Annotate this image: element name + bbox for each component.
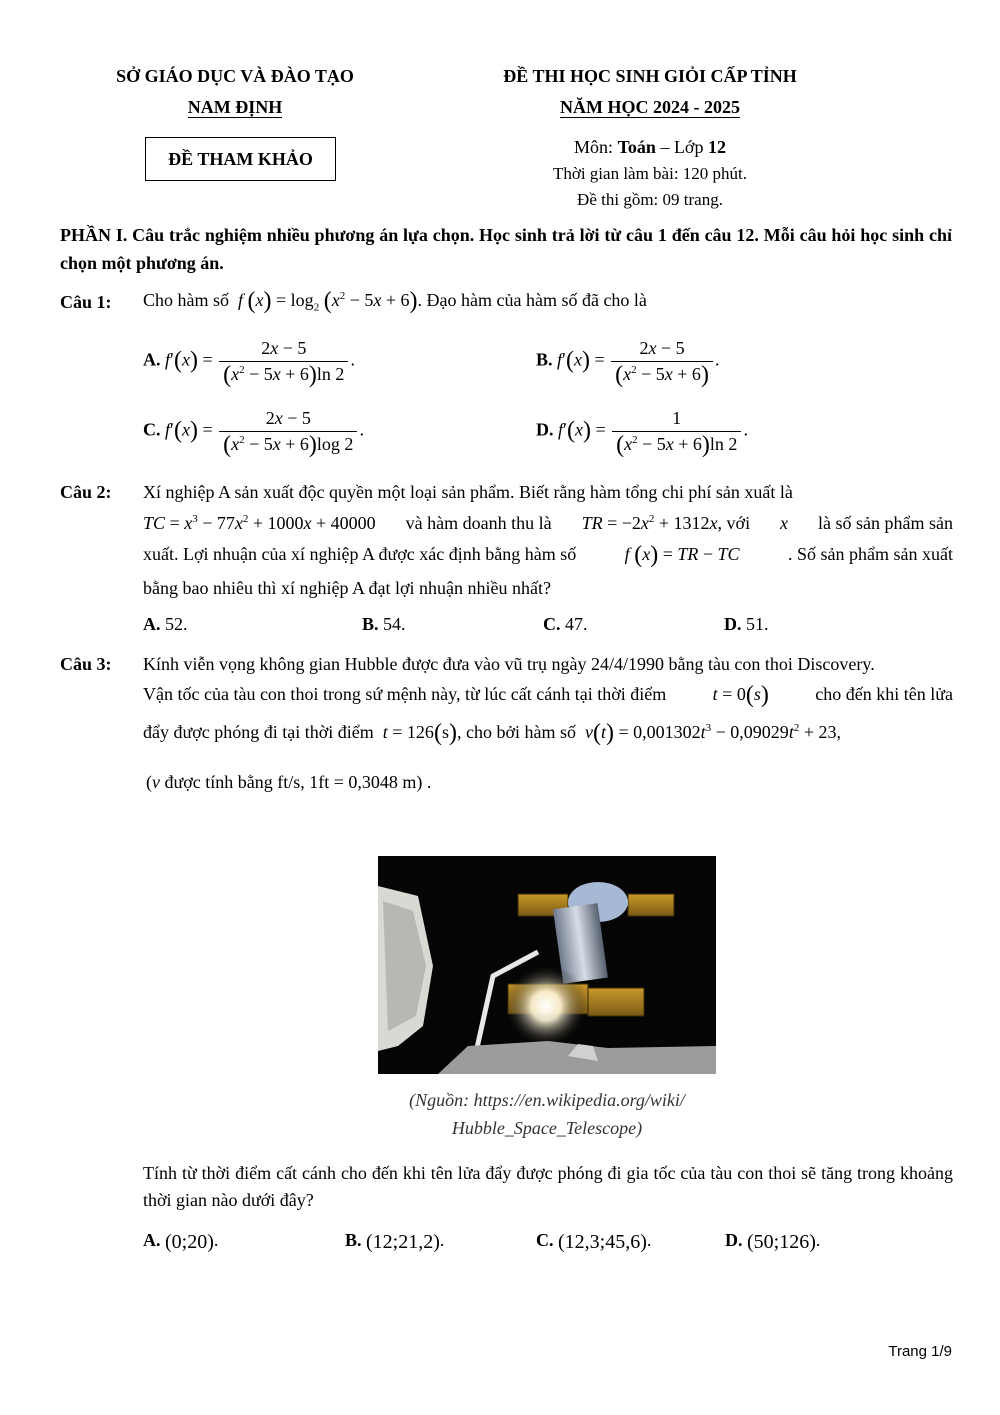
q3-option-c[interactable]: C. (12,3;45,6). bbox=[536, 1230, 652, 1253]
q3-line3: đẩy được phóng đi tại thời điểm t = 126(s), cho bởi hàm số $v(t) = 0,001302t^3 - 0,09029t^2 + 23$, bbox=[143, 720, 841, 746]
exam-pages: Đề thi gồm: 09 trang. bbox=[577, 190, 723, 209]
q2-option-a[interactable]: A. 52. bbox=[143, 614, 188, 634]
q3-velocity-function: $v(t) = 0,001302t^3 - 0,09029t^2 + 23$, bbox=[584, 720, 841, 746]
school-year: NĂM HỌC 2024 - 2025 bbox=[560, 97, 740, 117]
q2-line3: xuất. Lợi nhuận của xí nghiệp A được xác định bằng hàm số f (x) = TR − TC . Số sản phẩm sản xuất bbox=[143, 542, 953, 568]
exam-time: Thời gian làm bài: 120 phút. bbox=[552, 164, 748, 183]
q2-option-c[interactable]: C. 47. bbox=[543, 614, 588, 634]
department-name: SỞ GIÁO DỤC VÀ ĐÀO TẠO bbox=[116, 66, 354, 86]
q3-line4: (v được tính bằng ft/s, 1ft = 0,3048 m) . bbox=[146, 772, 432, 792]
page-number: Trang 1/9 bbox=[888, 1343, 952, 1360]
exam-label-box: ĐỀ THAM KHẢO bbox=[145, 137, 336, 181]
part1-title: PHẦN I. Câu trắc nghiệm nhiều phương án lựa chọn. Học sinh trả lời từ câu 1 đến câu 12. Mỗi câu hỏi học sinh chỉ chọn một phương án. bbox=[60, 225, 952, 273]
q2-option-d[interactable]: D. 51. bbox=[724, 614, 769, 634]
photo-caption-line2: Hubble_Space_Telescope) bbox=[451, 1118, 643, 1138]
photo-caption-line1: (Nguồn: https://en.wikipedia.org/wiki/ bbox=[409, 1090, 685, 1110]
q3-option-b[interactable]: B. (12;21,2). bbox=[345, 1230, 445, 1253]
q1-stem: Cho hàm số f $(x) = \log_2 (x^2 - 5x + 6)$. Đạo hàm của hàm số đã cho là bbox=[143, 288, 647, 314]
q2-line1: Xí nghiệp A sản xuất độc quyền một loại sản phẩm. Biết rằng hàm tổng chi phí sản xuất là bbox=[143, 482, 793, 502]
hubble-photo-illustration bbox=[378, 856, 716, 1074]
department-location: NAM ĐỊNH bbox=[187, 97, 283, 117]
q1-function: f $(x) = \log_2 (x^2 - 5x + 6)$ bbox=[238, 288, 418, 314]
q1-option-c[interactable]: C. f′(x) = $\frac{2x - 5}{(x^2 - 5x + 6)\log 2}$ . bbox=[143, 408, 364, 458]
q3-label: Câu 3: bbox=[60, 654, 112, 674]
q1-label: Câu 1: bbox=[60, 292, 112, 312]
q1-option-b[interactable]: B. f′(x) = $\frac{2x - 5}{(x^2 - 5x + 6)}$ . bbox=[536, 338, 720, 388]
exam-title: ĐỀ THI HỌC SINH GIỎI CẤP TỈNH bbox=[503, 66, 797, 86]
q2-profit-function: f (x) = TR − TC bbox=[624, 542, 740, 568]
subject-line: Môn: Toán – Lớp 12 bbox=[574, 137, 726, 157]
q1-option-d[interactable]: D. f′(x) = $\frac{1}{(x^2 - 5x + 6)\ln 2}$ . bbox=[536, 408, 748, 458]
q3-line1: Kính viễn vọng không gian Hubble được đưa vào vũ trụ ngày 24/4/1990 bằng tàu con thoi Discovery. bbox=[143, 654, 875, 674]
q3-option-d[interactable]: D. (50;126). bbox=[725, 1230, 821, 1253]
q2-cost-function: TC = $x^3 - 77x^2 + 1000x + 40000$ bbox=[143, 513, 376, 533]
q2-line2: TC = $x^3 - 77x^2 + 1000x + 40000$ và hàm doanh thu là TR = $-2x^2 + 1312x$, với x là số sản phẩm sản bbox=[143, 513, 953, 533]
q3-question: Tính từ thời điểm cất cánh cho đến khi tên lửa đẩy được phóng đi gia tốc của tàu con thoi sẽ tăng trong khoảng thời gian nào dưới đây? bbox=[143, 1163, 953, 1210]
q2-revenue-function: TR = $-2x^2 + 1312x$, với bbox=[581, 513, 751, 533]
q2-label: Câu 2: bbox=[60, 482, 112, 502]
q3-line2: Vận tốc của tàu con thoi trong sứ mệnh này, từ lúc cất cánh tại thời điểm t = 0(s) cho đến khi tên lửa bbox=[143, 682, 953, 708]
q3-option-a[interactable]: A. (0;20). bbox=[143, 1230, 219, 1253]
hubble-photo bbox=[378, 856, 716, 1074]
q2-line4: bằng bao nhiêu thì xí nghiệp A đạt lợi nhuận nhiều nhất? bbox=[143, 578, 551, 598]
q2-option-b[interactable]: B. 54. bbox=[362, 614, 406, 634]
q1-option-a[interactable]: A. f′(x) = $\frac{2x - 5}{(x^2 - 5x + 6)\ln 2}$ . bbox=[143, 338, 355, 388]
